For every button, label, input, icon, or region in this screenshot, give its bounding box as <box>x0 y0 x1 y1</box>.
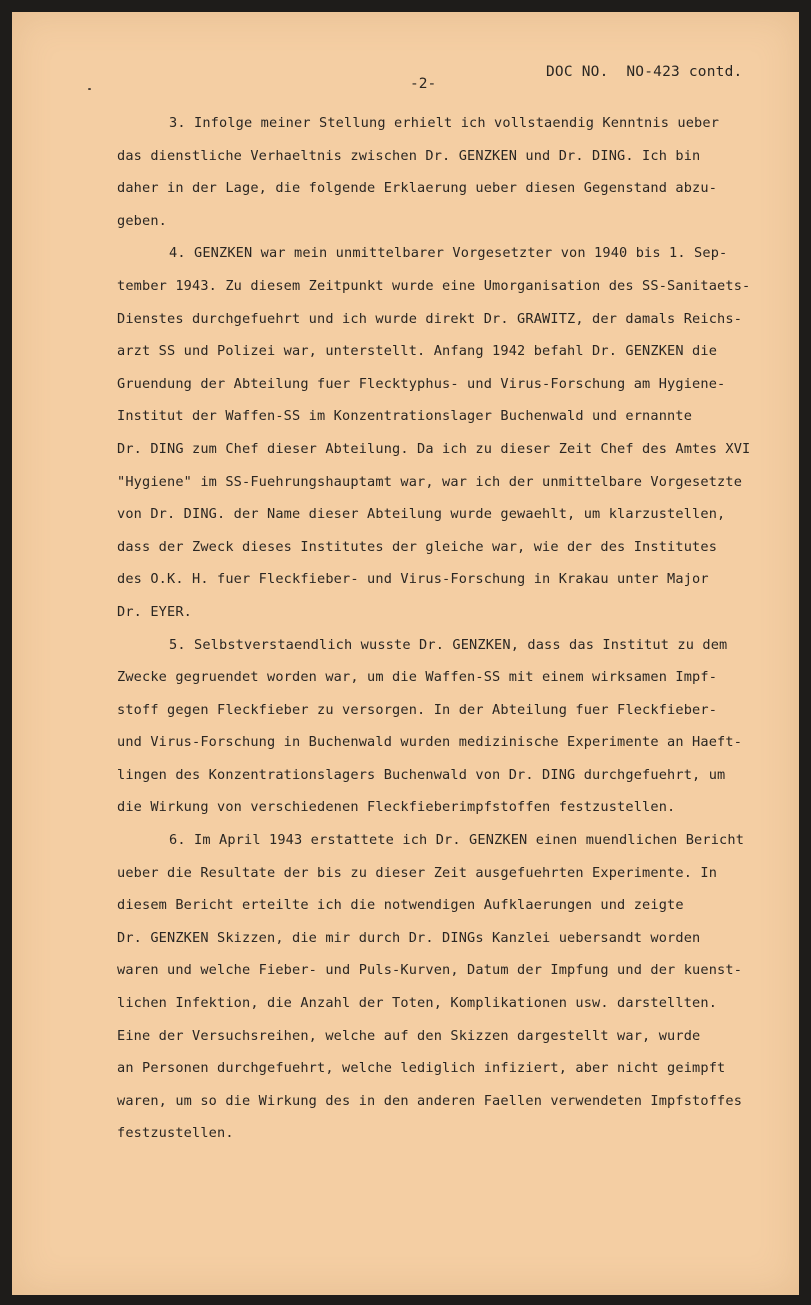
text-line: waren und welche Fieber- und Puls-Kurven, Datum der Impfung und der kuenst- <box>117 962 743 979</box>
text-line: lichen Infektion, die Anzahl der Toten, Komplikationen usw. darstellten. <box>117 995 718 1012</box>
text-line: des O.K. H. fuer Fleckfieber- und Virus-Forschung in Krakau unter Major <box>117 571 709 588</box>
text-line: und Virus-Forschung in Buchenwald wurden medizinische Experimente an Haeft- <box>117 734 743 751</box>
document-reference: DOC NO. NO-423 contd. <box>546 64 743 80</box>
document-body <box>117 107 757 1150</box>
text-line: 3. Infolge meiner Stellung erhielt ich vollstaendig Kenntnis ueber <box>169 115 720 131</box>
text-line: Institut der Waffen-SS im Konzentrationslager Buchenwald und ernannte <box>117 408 693 425</box>
text-line: tember 1943. Zu diesem Zeitpunkt wurde eine Umorganisation des SS-Sanitaets- <box>117 277 751 294</box>
text-line: die Wirkung von verschiedenen Fleckfieberimpfstoffen festzustellen. <box>117 799 676 816</box>
text-line: festzustellen. <box>117 1125 234 1142</box>
text-line: Dr. DING zum Chef dieser Abteilung. Da ich zu dieser Zeit Chef des Amtes XVI <box>117 440 751 457</box>
text-line: Zwecke gegruendet worden war, um die Waffen-SS mit einem wirksamen Impf- <box>117 669 718 686</box>
text-line: ueber die Resultate der bis zu dieser Zeit ausgefuehrten Experimente. In <box>117 864 718 881</box>
text-line: an Personen durchgefuehrt, welche lediglich infiziert, aber nicht geimpft <box>117 1060 726 1077</box>
text-line: 6. Im April 1943 erstattete ich Dr. GENZKEN einen muendlichen Bericht <box>169 832 745 849</box>
text-line: stoff gegen Fleckfieber zu versorgen. In der Abteilung fuer Fleckfieber- <box>117 701 718 718</box>
text-line: Dienstes durchgefuehrt und ich wurde direkt Dr. GRAWITZ, der damals Reichs- <box>117 310 743 327</box>
text-line: von Dr. DING. der Name dieser Abteilung wurde gewaehlt, um klarzustellen, <box>117 506 726 523</box>
text-line: Dr. EYER. <box>117 603 193 620</box>
text-line: arzt SS und Polizei war, unterstellt. Anfang 1942 befahl Dr. GENZKEN die <box>117 343 718 360</box>
text-line: dass der Zweck dieses Institutes der gleiche war, wie der des Institutes <box>117 538 718 555</box>
text-line: 5. Selbstverstaendlich wusste Dr. GENZKEN, dass das Institut zu dem <box>169 636 728 653</box>
text-line: "Hygiene" im SS-Fuehrungshauptamt war, war ich der unmittelbare Vorgesetzte <box>117 473 743 490</box>
text-line: Eine der Versuchsreihen, welche auf den Skizzen dargestellt war, wurde <box>117 1027 701 1044</box>
document-page <box>12 12 799 1295</box>
text-line: Gruendung der Abteilung fuer Flecktyphus- und Virus-Forschung am Hygiene- <box>117 375 726 392</box>
text-line: diesem Bericht erteilte ich die notwendigen Aufklaerungen und zeigte <box>117 897 684 914</box>
text-line: das dienstliche Verhaeltnis zwischen Dr. GENZKEN und Dr. DING. Ich bin <box>117 147 701 164</box>
text-line: daher in der Lage, die folgende Erklaerung ueber diesen Gegenstand abzu- <box>117 180 718 197</box>
text-line: geben. <box>117 212 168 229</box>
text-line: 4. GENZKEN war mein unmittelbarer Vorgesetzter von 1940 bis 1. Sep- <box>169 245 728 262</box>
stray-ink-mark <box>88 88 91 90</box>
text-line: lingen des Konzentrationslagers Buchenwald von Dr. DING durchgefuehrt, um <box>117 766 726 783</box>
text-line: waren, um so die Wirkung des in den anderen Faellen verwendeten Impfstoffes <box>117 1092 743 1109</box>
text-line: Dr. GENZKEN Skizzen, die mir durch Dr. DINGs Kanzlei uebersandt worden <box>117 929 701 946</box>
page-number: -2- <box>410 76 437 92</box>
